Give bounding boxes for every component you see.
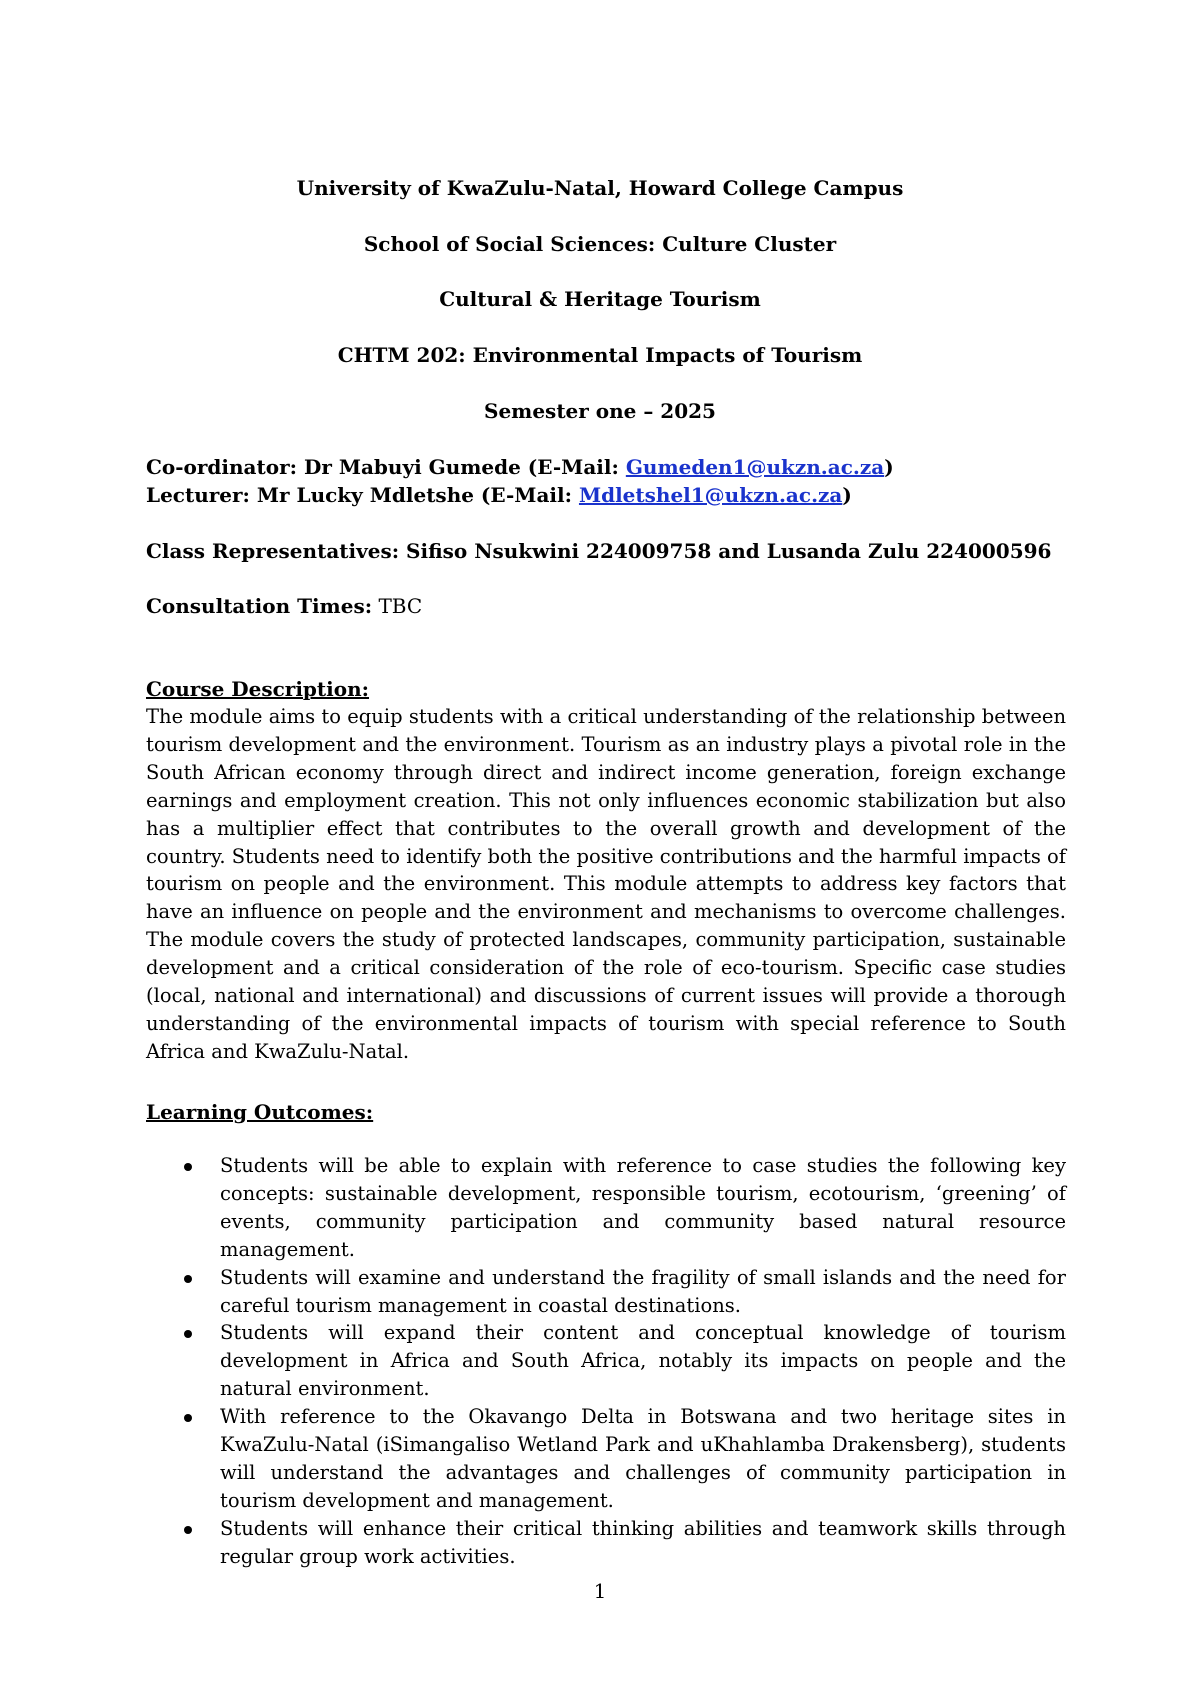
list-item xyxy=(146,1264,1066,1320)
coordinator-line xyxy=(146,454,1066,480)
lecturer-label: Lecturer: Mr Lucky Mdletshe (E-Mail: xyxy=(146,483,579,507)
coordinator-email-link[interactable]: Gumeden1@ukzn.ac.za xyxy=(625,455,885,479)
list-item-text: Students will be able to explain with reference to case studies the following key concepts: sustainable development, responsible tourism, ecotourism, ‘greening’ of events, community participation and community based natural resource management. xyxy=(220,1154,1066,1261)
list-item-text: Students will expand their content and conceptual knowledge of tourism development in Africa and South Africa, notably its impacts on people and the natural environment. xyxy=(220,1321,1066,1401)
module-heading: CHTM 202: Environmental Impacts of Tourism xyxy=(337,343,863,367)
list-item xyxy=(146,1319,1066,1403)
list-item xyxy=(146,1403,1066,1515)
list-item-text: With reference to the Okavango Delta in Botswana and two heritage sites in KwaZulu-Natal (iSimangaliso Wetland Park and uKhahlamba Drakensberg), students will understand the advantages and challenges of community participation in tourism development and management. xyxy=(220,1405,1066,1512)
page-number: 1 xyxy=(593,1579,607,1603)
lecturer-email-link[interactable]: Mdletshel1@ukzn.ac.za xyxy=(578,483,843,507)
learning-outcomes-title: Learning Outcomes: xyxy=(146,1100,374,1124)
class-representatives: Class Representatives: Sifiso Nsukwini 224009758 and Lusanda Zulu 224000596 xyxy=(146,539,1052,563)
programme-heading: Cultural & Heritage Tourism xyxy=(439,287,761,311)
consultation-value: TBC xyxy=(372,594,423,618)
consultation-line xyxy=(146,593,1066,619)
bullet-icon xyxy=(184,1414,192,1422)
bullet-icon xyxy=(184,1330,192,1338)
coordinator-label: Co-ordinator: Dr Mabuyi Gumede (E-Mail: xyxy=(146,455,626,479)
list-item xyxy=(146,1515,1066,1571)
list-item xyxy=(146,1152,1066,1264)
school-heading: School of Social Sciences: Culture Cluster xyxy=(363,232,837,256)
university-heading: University of KwaZulu-Natal, Howard College Campus xyxy=(296,176,904,200)
lecturer-close-paren: ) xyxy=(842,483,852,507)
semester-heading: Semester one – 2025 xyxy=(484,399,716,423)
bullet-icon xyxy=(184,1275,192,1283)
course-description-text: The module aims to equip students with a critical understanding of the relationship between tourism development and the environment. Tourism as an industry plays a pivotal role in the South African economy through direct and indirect income generation, foreign exchange earnings and employment creation. This not only influences economic stabilization but also has a multiplier effect that contributes to the overall growth and development of the country. Students need to identify both the positive contributions and the harmful impacts of tourism on people and the environment. This module attempts to address key factors that have an influence on people and the environment and mechanisms to overcome challenges. The module covers the study of protected landscapes, community participation, sustainable development and a critical consideration of the role of eco-tourism. Specific case studies (local, national and international) and discussions of current issues will provide a thorough understanding of the environmental impacts of tourism with special reference to South Africa and KwaZulu-Natal. xyxy=(146,705,1066,1063)
list-item-text: Students will enhance their critical thinking abilities and teamwork skills through regular group work activities. xyxy=(220,1516,1066,1568)
coordinator-close-paren: ) xyxy=(884,455,894,479)
learning-outcomes-list xyxy=(146,1152,1066,1571)
lecturer-line xyxy=(146,482,1066,508)
bullet-icon xyxy=(184,1526,192,1534)
list-item-text: Students will examine and understand the fragility of small islands and the need for careful tourism management in coastal destinations. xyxy=(220,1265,1066,1317)
course-description-title: Course Description: xyxy=(146,677,370,701)
bullet-icon xyxy=(184,1163,192,1171)
consultation-label: Consultation Times: xyxy=(146,594,373,618)
